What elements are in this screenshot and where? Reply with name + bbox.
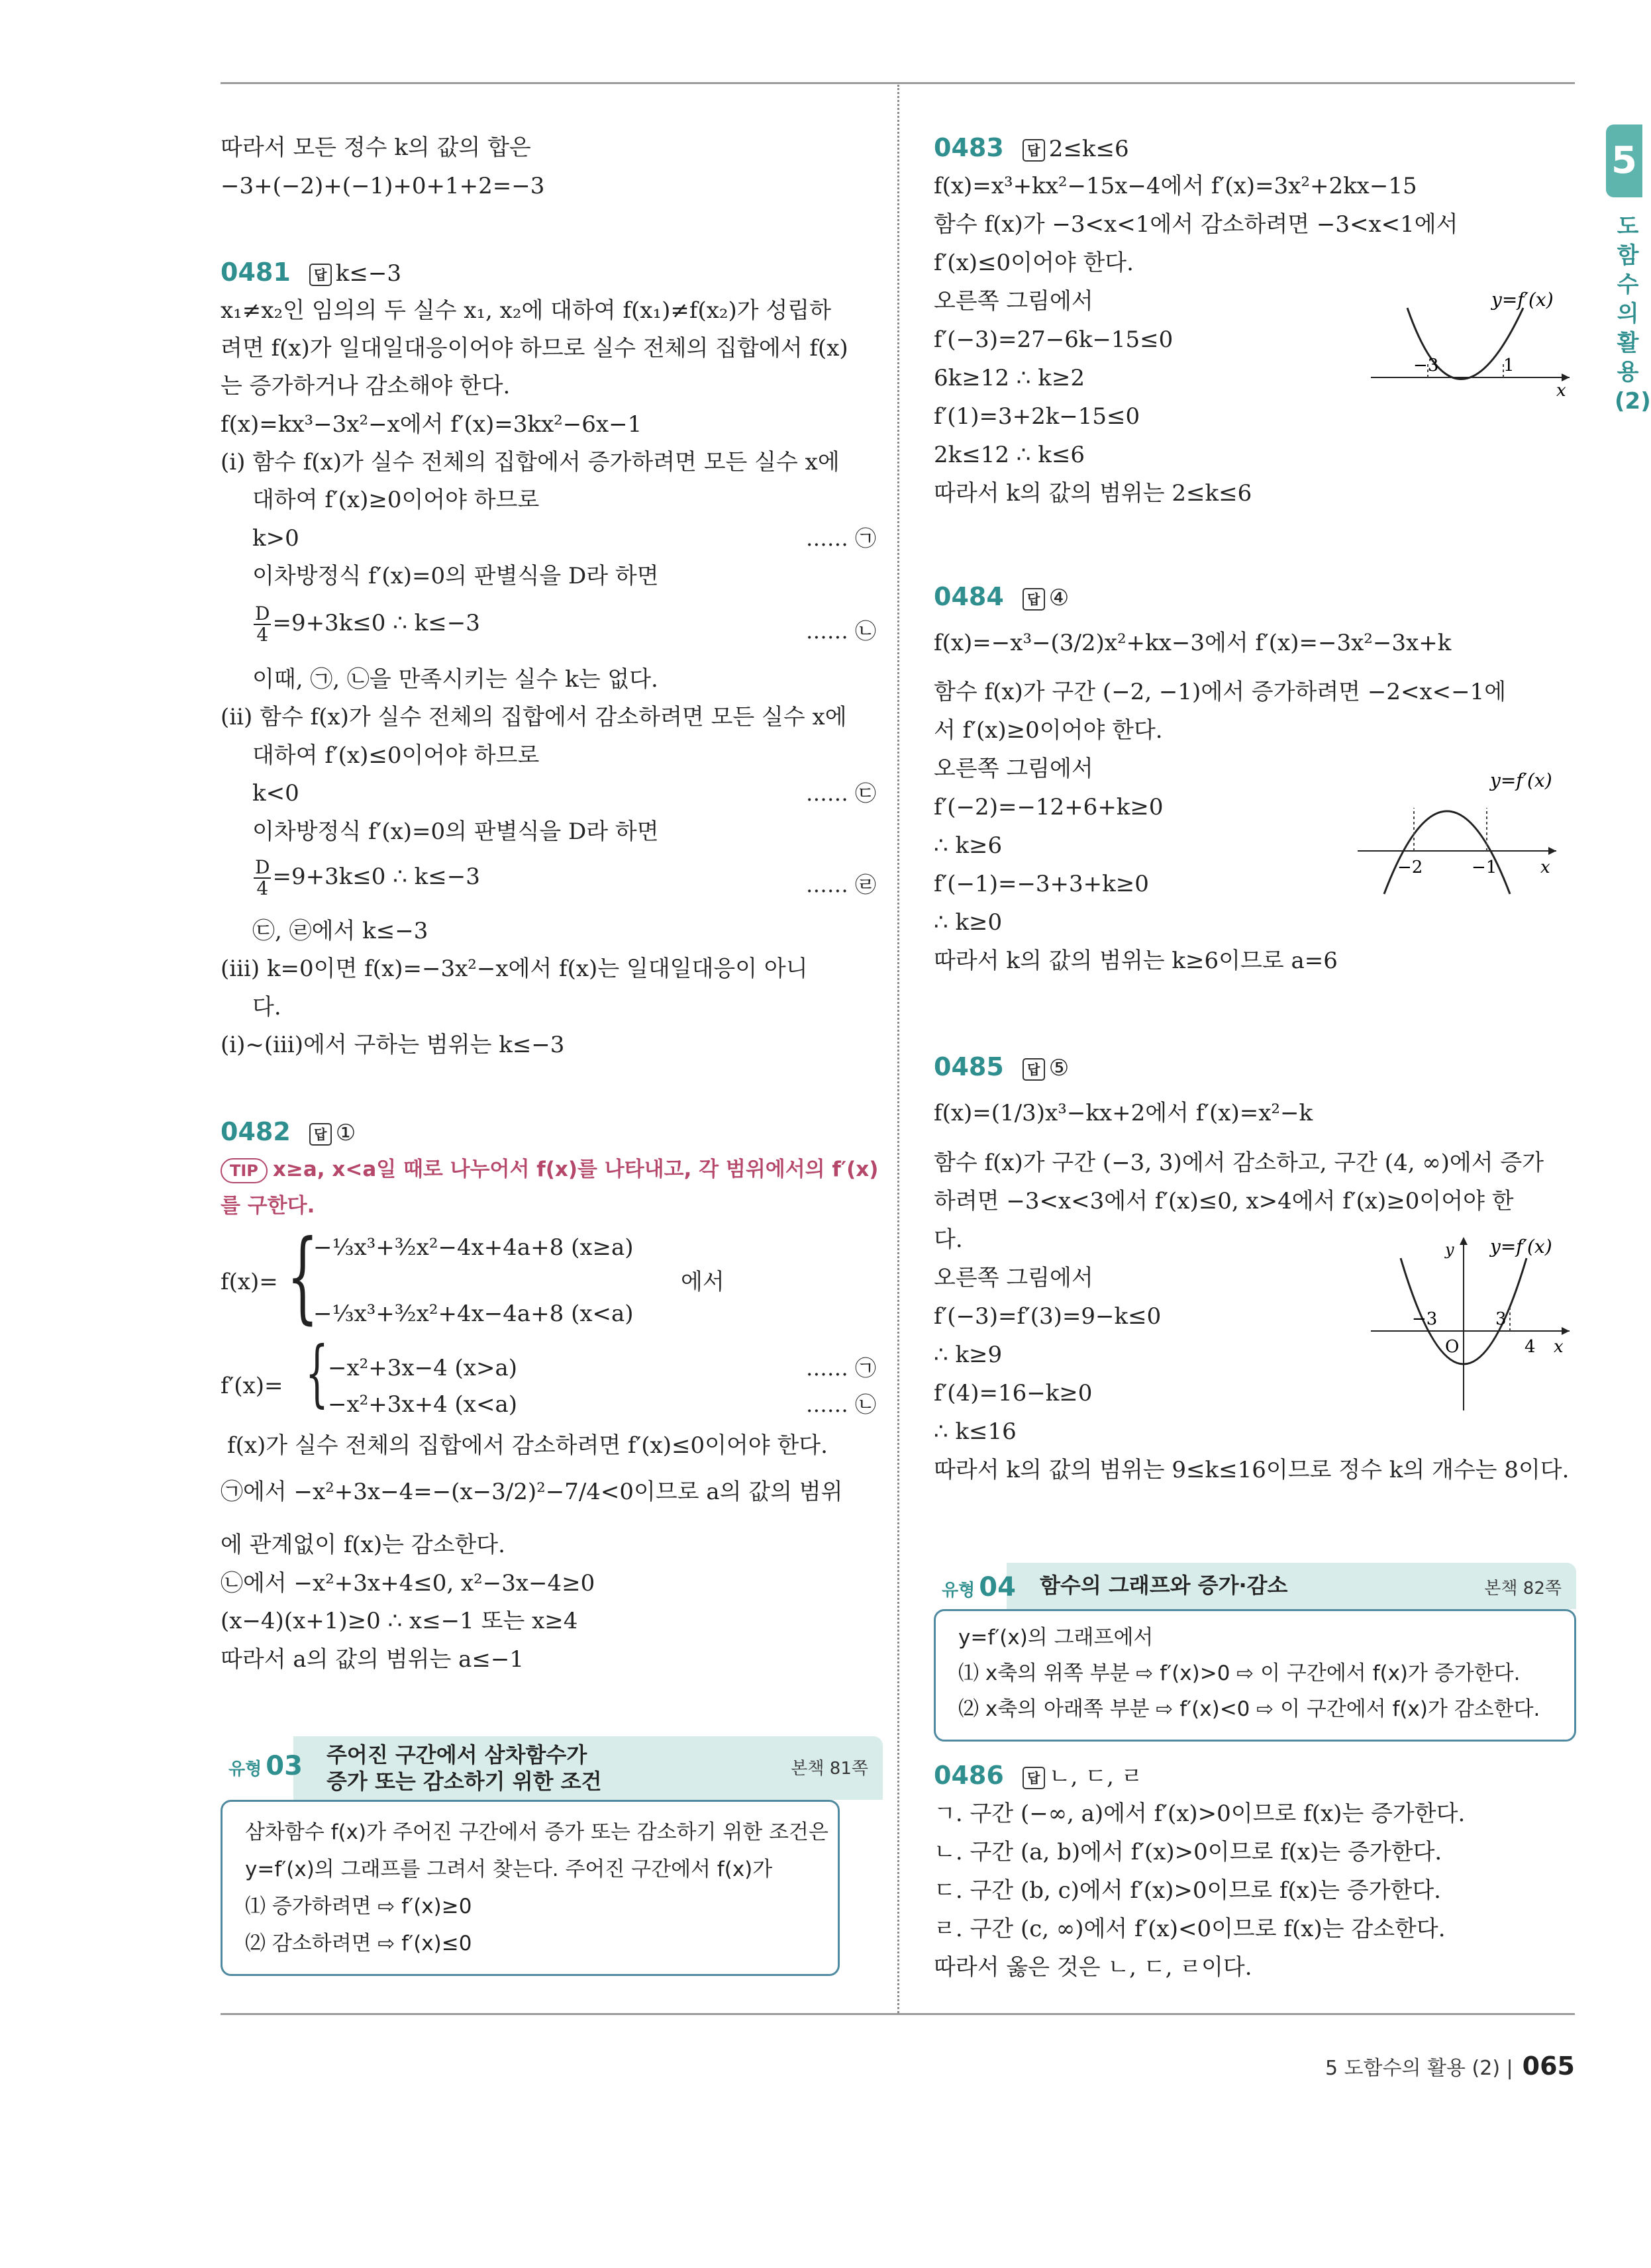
intro-line-1: 따라서 모든 정수 k의 값의 합은 — [221, 134, 531, 161]
tip-line-1 — [221, 1156, 878, 1183]
type-04-header — [934, 1563, 1576, 1609]
sol-line: 하려면 −3<x<3에서 f′(x)≤0, x>4에서 f′(x)≥0이어야 한 — [934, 1188, 1514, 1214]
answer-badge: 답 — [1023, 588, 1045, 611]
page-footer — [1325, 2051, 1575, 2081]
tick-label: 3 — [1495, 1309, 1507, 1329]
type-reference: 본책 82쪽 — [1484, 1579, 1562, 1599]
sol-line: ㄴ. 구간 (a, b)에서 f′(x)>0이므로 f(x)는 증가한다. — [934, 1839, 1442, 1865]
sol-line: ㄱ. 구간 (−∞, a)에서 f′(x)>0이므로 f(x)는 증가한다. — [934, 1800, 1466, 1827]
sol-line-frac — [252, 604, 480, 645]
sol-line: k>0 — [252, 525, 299, 552]
problem-number: 0485 — [934, 1052, 1004, 1081]
sol-line: 6k≥12 ∴ k≥2 — [934, 365, 1085, 391]
origin-label: O — [1445, 1337, 1460, 1357]
piecewise-eseo: 에서 — [681, 1269, 725, 1295]
sol-line: (ⅲ) k=0이면 f(x)=−3x²−x에서 f(x)는 일대일대응이 아니 — [221, 956, 808, 982]
sol-line: f(x)=−x³−(3/2)x²+kx−3에서 f′(x)=−3x²−3x+k — [934, 630, 1452, 656]
box-line: y=f′(x)의 그래프를 그려서 찾는다. 주어진 구간에서 f(x)가 — [245, 1857, 773, 1881]
root-label: 1 — [1503, 356, 1515, 375]
sol-line: 려면 f(x)가 일대일대응이어야 하므로 실수 전체의 집합에서 f(x) — [221, 335, 848, 362]
sol-line: 대하여 f′(x)≤0이어야 하므로 — [252, 742, 540, 769]
box-line: 삼차함수 f(x)가 주어진 구간에서 증가 또는 감소하기 위한 조건은 — [245, 1820, 828, 1844]
sol-line: f′(−3)=27−6k−15≤0 — [934, 326, 1174, 353]
x-axis-label: x — [1554, 1337, 1564, 1357]
sol-line: ㄹ. 구간 (c, ∞)에서 f′(x)<0이므로 f(x)는 감소한다. — [934, 1916, 1446, 1942]
graph-0483 — [1371, 285, 1576, 444]
right-column — [934, 0, 1576, 2013]
answer-badge: 답 — [1023, 1767, 1045, 1789]
answer-badge: 답 — [1023, 1058, 1045, 1081]
answer-value: ① — [335, 1120, 356, 1146]
box-line: ⑴ x축의 위쪽 부분 ⇨ f′(x)>0 ⇨ 이 구간에서 f(x)가 증가한다. — [958, 1661, 1521, 1685]
problem-number: 0484 — [934, 582, 1004, 611]
bottom-rule — [221, 2013, 1575, 2015]
sol-line-frac — [252, 858, 480, 899]
tip-text: x≥a, x<a일 때로 나누어서 f(x)를 나타내고, 각 범위에서의 f′(x) — [272, 1158, 879, 1181]
equation-tag: …… ㉠ — [805, 526, 876, 551]
answer-value: k≤−3 — [335, 260, 401, 287]
frac-bottom: 4 — [256, 624, 269, 646]
column-divider — [897, 85, 899, 2013]
answer-value: ④ — [1048, 585, 1070, 611]
sol-line: 다. — [934, 1226, 963, 1253]
answer-badge: 답 — [309, 1123, 332, 1146]
derivative-case-2: −x²+3x+4 (x<a) — [328, 1391, 517, 1418]
sol-line: f(x)=(1/3)x³−kx+2에서 f′(x)=x²−k — [934, 1100, 1313, 1126]
type-03-box — [221, 1800, 840, 1976]
frac-top: D — [255, 856, 270, 878]
answer-badge: 답 — [309, 264, 332, 286]
graph-0485 — [1371, 1232, 1576, 1417]
type-title: 함수의 그래프와 증가·감소 — [1040, 1573, 1288, 1598]
sol-line: ㉡에서 −x²+3x+4≤0, x²−3x−4≥0 — [221, 1570, 595, 1597]
sol-line: f′(−2)=−12+6+k≥0 — [934, 794, 1164, 820]
graph-label: y=f′(x) — [1490, 1236, 1552, 1257]
tip-badge: TIP — [221, 1158, 268, 1183]
sol-line: (ⅱ) 함수 f(x)가 실수 전체의 집합에서 감소하려면 모든 실수 x에 — [221, 704, 847, 730]
sol-line: (ⅰ)~(ⅲ)에서 구하는 범위는 k≤−3 — [221, 1032, 565, 1058]
graph-label: y=f′(x) — [1491, 289, 1554, 311]
type-label-text: 유형 — [942, 1581, 976, 1601]
graph-0484 — [1358, 768, 1576, 901]
problem-0484-header — [934, 583, 1069, 612]
derivative-lhs: f′(x)= — [221, 1373, 283, 1399]
frac-bottom: 4 — [256, 877, 269, 899]
derivative-case-1: −x²+3x−4 (x>a) — [328, 1355, 517, 1381]
left-column — [221, 0, 883, 2013]
left-brace: { — [305, 1330, 328, 1415]
sol-line: (x−4)(x+1)≥0 ∴ x≤−1 또는 x≥4 — [221, 1608, 578, 1634]
answer-value: 2≤k≤6 — [1048, 136, 1129, 162]
sol-line: f(x)=x³+kx²−15x−4에서 f′(x)=3x²+2kx−15 — [934, 173, 1417, 199]
sol-line: 서 f′(x)≥0이어야 한다. — [934, 717, 1163, 744]
problem-0481-header — [221, 258, 401, 287]
sol-line: f′(−1)=−3+3+k≥0 — [934, 871, 1149, 897]
sol-line: f′(1)=3+2k−15≤0 — [934, 403, 1140, 430]
type-04-box — [934, 1609, 1576, 1742]
box-line: ⑵ x축의 아래쪽 부분 ⇨ f′(x)<0 ⇨ 이 구간에서 f(x)가 감소한다. — [958, 1697, 1540, 1721]
sol-line: f(x)=kx³−3x²−x에서 f′(x)=3kx²−6x−1 — [221, 411, 642, 438]
sol-line: 함수 f(x)가 구간 (−3, 3)에서 감소하고, 구간 (4, ∞)에서 증가 — [934, 1150, 1544, 1176]
equation-tag: …… ㉡ — [805, 618, 876, 644]
sol-line: (ⅰ) 함수 f(x)가 실수 전체의 집합에서 증가하려면 모든 실수 x에 — [221, 449, 840, 475]
root-label: −3 — [1413, 356, 1439, 375]
sol-line: ㄷ. 구간 (b, c)에서 f′(x)>0이므로 f(x)는 증가한다. — [934, 1877, 1441, 1904]
problem-number: 0481 — [221, 258, 291, 287]
x-axis-label: x — [1556, 381, 1566, 401]
sol-line: 2k≤12 ∴ k≤6 — [934, 442, 1085, 468]
sol-line: 오른쪽 그림에서 — [934, 756, 1093, 782]
sol-line: 다. — [252, 994, 281, 1020]
y-axis-label: y — [1445, 1240, 1454, 1259]
axis-arrow — [1548, 847, 1556, 855]
sol-line: x₁≠x₂인 임의의 두 실수 x₁, x₂에 대하여 f(x₁)≠f(x₂)가 성립하 — [221, 297, 831, 324]
x-axis-label: x — [1540, 858, 1550, 877]
equation-tag: …… ㉣ — [805, 872, 876, 897]
chapter-title-vertical — [1615, 212, 1651, 416]
type-title-line-2: 증가 또는 감소하기 위한 조건 — [326, 1769, 602, 1794]
tick-label: −2 — [1397, 858, 1423, 877]
sol-line: ∴ k≥6 — [934, 832, 1003, 859]
piecewise-case-1: −⅓x³+³⁄₂x²−4x+4a+8 (x≥a) — [313, 1234, 634, 1261]
sol-line: 함수 f(x)가 −3<x<1에서 감소하려면 −3<x<1에서 — [934, 211, 1458, 238]
sol-line: ∴ k≤16 — [934, 1418, 1017, 1445]
sol-line: ∴ k≥0 — [934, 909, 1003, 936]
sol-line: 따라서 k의 값의 범위는 2≤k≤6 — [934, 480, 1252, 507]
box-line: ⑵ 감소하려면 ⇨ f′(x)≤0 — [245, 1932, 472, 1955]
answer-value: ㄴ, ㄷ, ㄹ — [1048, 1763, 1143, 1790]
answer-value: ⑤ — [1048, 1055, 1070, 1081]
problem-0485-header — [934, 1053, 1069, 1082]
sol-line: f′(−3)=f′(3)=9−k≤0 — [934, 1303, 1162, 1330]
piecewise-case-2: −⅓x³+³⁄₂x²+4x−4a+8 (x<a) — [313, 1301, 634, 1327]
sol-line: 따라서 옳은 것은 ㄴ, ㄷ, ㄹ이다. — [934, 1954, 1252, 1981]
type-title-line-1: 주어진 구간에서 삼차함수가 — [326, 1742, 587, 1767]
answer-badge: 답 — [1023, 139, 1045, 162]
tick-label: 4 — [1525, 1337, 1536, 1357]
problem-number: 0486 — [934, 1761, 1004, 1790]
tick-label: −1 — [1472, 858, 1497, 877]
sol-line: f′(4)=16−k≥0 — [934, 1380, 1093, 1406]
sol-line: 함수 f(x)가 구간 (−2, −1)에서 증가하려면 −2<x<−1에 — [934, 679, 1507, 705]
sol-line: 따라서 k의 값의 범위는 9≤k≤16이므로 정수 k의 개수는 8이다. — [934, 1457, 1570, 1483]
type-label-text: 유형 — [228, 1759, 262, 1779]
sol-line: 오른쪽 그림에서 — [934, 1265, 1093, 1291]
page-number: 065 — [1522, 2051, 1575, 2081]
type-number: 04 — [979, 1572, 1016, 1602]
piecewise-lhs: f(x)= — [221, 1269, 278, 1295]
sol-line: 따라서 k의 값의 범위는 k≥6이므로 a=6 — [934, 948, 1338, 974]
sol-line: f′(x)≤0이어야 한다. — [934, 250, 1134, 276]
graph-label: y=f′(x) — [1490, 769, 1552, 791]
problem-number: 0482 — [221, 1117, 291, 1146]
intro-line-2: −3+(−2)+(−1)+0+1+2=−3 — [221, 173, 545, 199]
type-03-header — [221, 1736, 883, 1800]
sol-line: 따라서 a의 값의 범위는 a≤−1 — [221, 1646, 524, 1673]
sol-line: ㉢, ㉣에서 k≤−3 — [252, 918, 428, 944]
problem-0486-header — [934, 1761, 1143, 1791]
frac-rest: =9+3k≤0 ∴ k≤−3 — [272, 610, 480, 636]
chapter-tab: 5 — [1606, 124, 1642, 197]
problem-0482-header — [221, 1118, 356, 1147]
problem-number: 0483 — [934, 133, 1004, 162]
sol-line: ㉠에서 −x²+3x−4=−(x−3/2)²−7/4<0이므로 a의 값의 범위 — [221, 1479, 843, 1505]
axis-arrow — [1460, 1237, 1468, 1245]
sol-line: 이차방정식 f′(x)=0의 판별식을 D라 하면 — [252, 563, 659, 589]
type-label — [228, 1751, 303, 1781]
sol-line: 에 관계없이 f(x)는 감소한다. — [221, 1532, 505, 1558]
left-brace: { — [287, 1219, 319, 1334]
problem-0483-header — [934, 134, 1129, 163]
type-label — [942, 1572, 1016, 1602]
equation-tag: …… ㉠ — [805, 1356, 876, 1381]
fraction — [254, 604, 271, 645]
axis-arrow — [1562, 1327, 1570, 1335]
type-number: 03 — [266, 1751, 303, 1781]
fraction — [254, 858, 271, 899]
box-line: ⑴ 증가하려면 ⇨ f′(x)≥0 — [245, 1895, 472, 1918]
equation-tag: …… ㉡ — [805, 1392, 876, 1417]
box-line: y=f′(x)의 그래프에서 — [958, 1626, 1154, 1650]
frac-rest: =9+3k≤0 ∴ k≤−3 — [272, 863, 480, 890]
sol-line: k<0 — [252, 780, 299, 807]
tick-label: −3 — [1412, 1309, 1438, 1329]
chapter-title-text: 도함수의 활용 (2) — [1615, 213, 1651, 415]
parabola — [1384, 811, 1510, 894]
type-reference: 본책 81쪽 — [791, 1759, 868, 1779]
frac-top: D — [255, 603, 270, 624]
sol-line: 는 증가하거나 감소해야 한다. — [221, 373, 511, 399]
sol-line: 대하여 f′(x)≥0이어야 하므로 — [252, 487, 540, 513]
equation-tag: …… ㉢ — [805, 781, 876, 806]
footer-chapter: 5 도함수의 활용 (2) | — [1325, 2057, 1513, 2080]
sol-line: 이때, ㉠, ㉡을 만족시키는 실수 k는 없다. — [252, 666, 658, 693]
sol-line: 오른쪽 그림에서 — [934, 288, 1093, 315]
sol-line: f(x)가 실수 전체의 집합에서 감소하려면 f′(x)≤0이어야 한다. — [227, 1432, 828, 1459]
sol-line: ∴ k≥9 — [934, 1342, 1003, 1368]
sol-line: 이차방정식 f′(x)=0의 판별식을 D라 하면 — [252, 818, 659, 845]
tip-line-2: 를 구한다. — [221, 1194, 315, 1218]
